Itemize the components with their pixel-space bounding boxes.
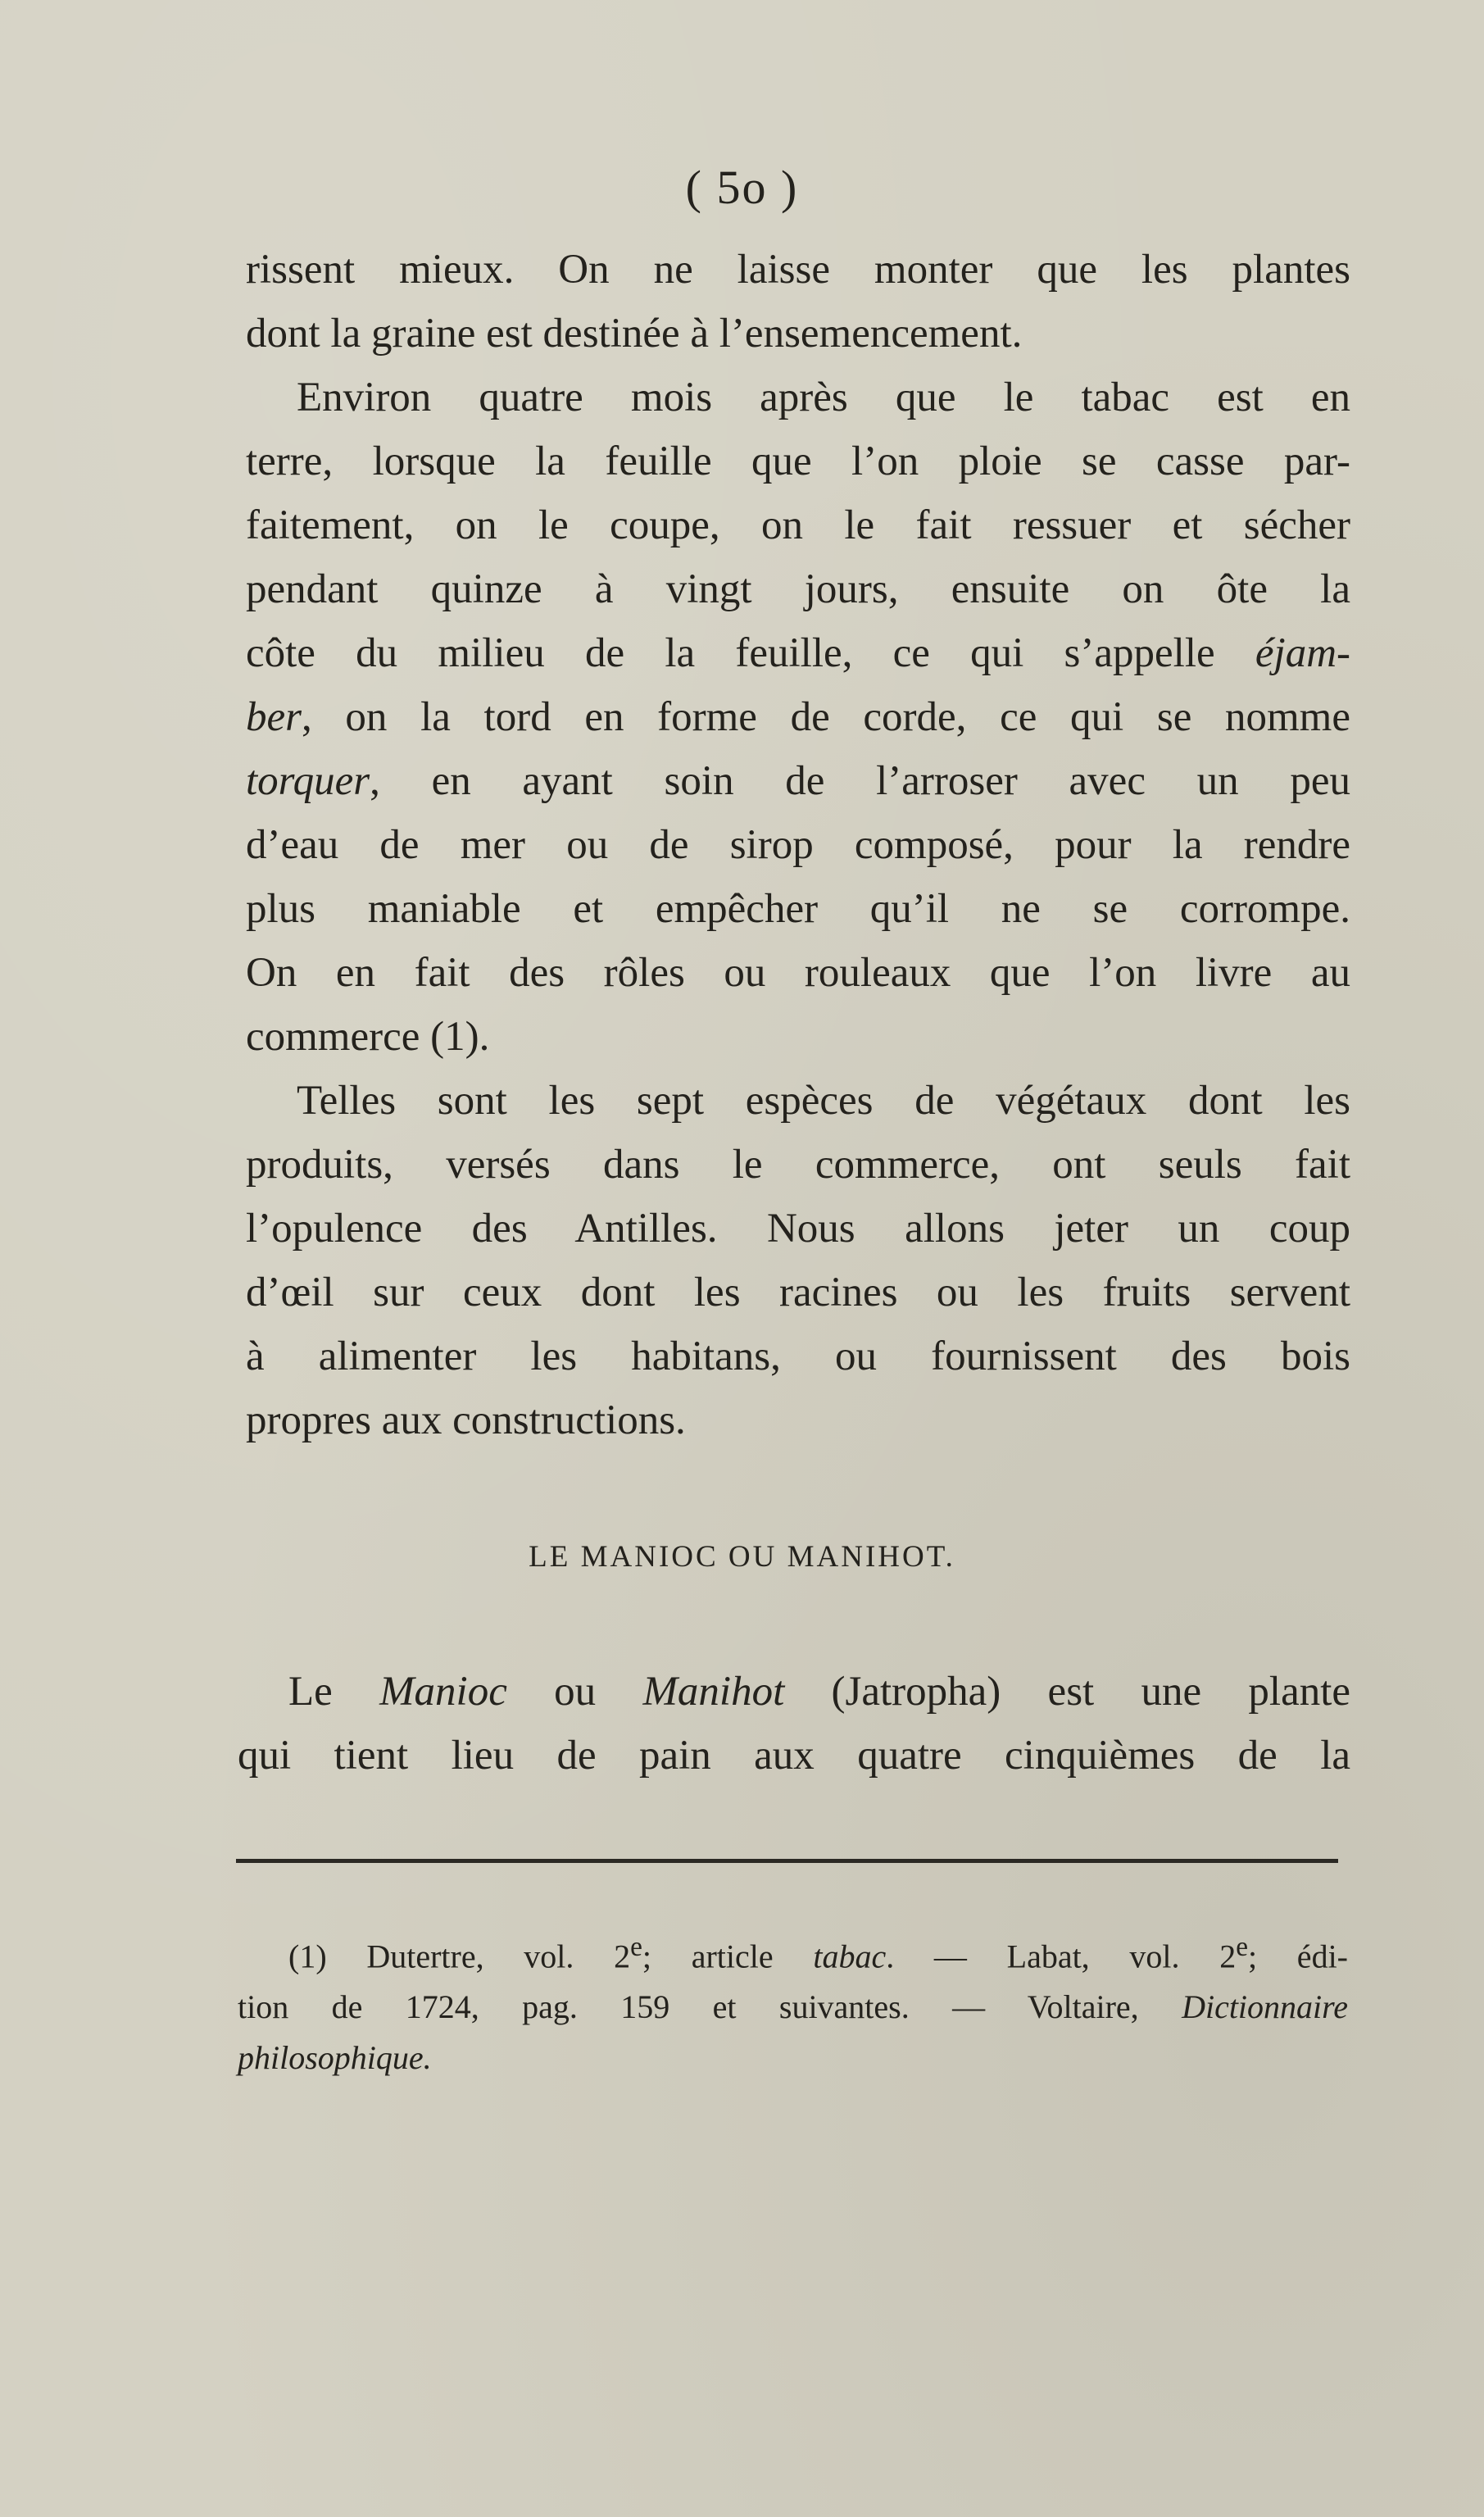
body-text bbox=[246, 238, 1350, 1452]
text-line: pendant quinze à vingt jours, ensuite on ôte la bbox=[246, 566, 1350, 612]
footnote-rule bbox=[236, 1859, 1338, 1863]
text-segment: (Jatropha) est une plante bbox=[784, 1669, 1351, 1715]
text-segment: . — Labat, vol. 2 bbox=[886, 1938, 1237, 1975]
text-line: faitement, on le coupe, on le fait ressuer et sécher bbox=[246, 502, 1350, 548]
italic-term: tabac bbox=[813, 1938, 887, 1975]
text-segment: ; édi- bbox=[1248, 1938, 1348, 1975]
footnote-line bbox=[238, 1922, 1348, 1982]
text-line: terre, lorsque la feuille que l’on ploie se casse par- bbox=[246, 438, 1350, 484]
text-segment: , en ayant soin de l’arroser avec un peu bbox=[370, 758, 1350, 804]
italic-term: philosophique. bbox=[238, 2039, 432, 2077]
text-line bbox=[238, 1660, 1350, 1724]
footnote-line bbox=[238, 1982, 1348, 2033]
italic-term: Manioc bbox=[379, 1669, 507, 1715]
superscript: e bbox=[1236, 1932, 1248, 1962]
text-segment: , on la tord en forme de corde, ce qui se nomme bbox=[301, 694, 1350, 740]
section-heading: LE MANIOC OU MANIHOT. bbox=[529, 1540, 955, 1574]
text-line: rissent mieux. On ne laisse monter que les plantes bbox=[246, 247, 1350, 293]
text-line bbox=[246, 685, 1350, 749]
footnote-line bbox=[238, 2033, 1348, 2083]
footnote bbox=[238, 1922, 1348, 2083]
page-number: ( 5o ) bbox=[685, 161, 799, 214]
text-line bbox=[246, 621, 1350, 685]
text-line: d’eau de mer ou de sirop composé, pour la rendre bbox=[246, 822, 1350, 868]
italic-term: Manihot bbox=[642, 1669, 785, 1715]
text-line: d’œil sur ceux dont les racines ou les fruits servent bbox=[246, 1270, 1350, 1315]
italic-term: éjam- bbox=[1255, 630, 1351, 676]
text-line bbox=[246, 749, 1350, 813]
text-line: dont la graine est destinée à l’ensemencement. bbox=[246, 311, 1023, 357]
text-segment: (1) Dutertre, vol. 2 bbox=[288, 1938, 631, 1975]
text-line: produits, versés dans le commerce, ont seuls fait bbox=[246, 1142, 1350, 1188]
text-line: à alimenter les habitans, ou fournissent des bois bbox=[246, 1333, 1350, 1379]
text-line: l’opulence des Antilles. Nous allons jeter un coup bbox=[246, 1206, 1350, 1252]
text-segment: côte du milieu de la feuille, ce qui s’appelle bbox=[246, 630, 1215, 676]
text-line: Environ quatre mois après que le tabac est en bbox=[297, 375, 1350, 420]
text-line: Telles sont les sept espèces de végétaux dont les bbox=[297, 1078, 1350, 1124]
text-segment: ou bbox=[506, 1669, 643, 1715]
text-line: On en fait des rôles ou rouleaux que l’on livre au bbox=[246, 950, 1350, 996]
text-segment: Le bbox=[288, 1669, 380, 1715]
text-segment: ; article bbox=[642, 1938, 814, 1975]
italic-term: torquer bbox=[246, 758, 370, 804]
italic-term: Dictionnaire bbox=[1182, 1988, 1348, 2026]
text-line: qui tient lieu de pain aux quatre cinquièmes de la bbox=[238, 1733, 1350, 1779]
text-line: commerce (1). bbox=[246, 1014, 490, 1060]
text-line: propres aux constructions. bbox=[246, 1397, 686, 1443]
italic-term: ber bbox=[246, 694, 302, 740]
manioc-paragraph bbox=[238, 1660, 1350, 1788]
text-line: plus maniable et empêcher qu’il ne se corrompe. bbox=[246, 886, 1350, 932]
text-segment: tion de 1724, pag. 159 et suivantes. — Voltaire, bbox=[238, 1988, 1182, 2026]
superscript: e bbox=[630, 1932, 642, 1962]
